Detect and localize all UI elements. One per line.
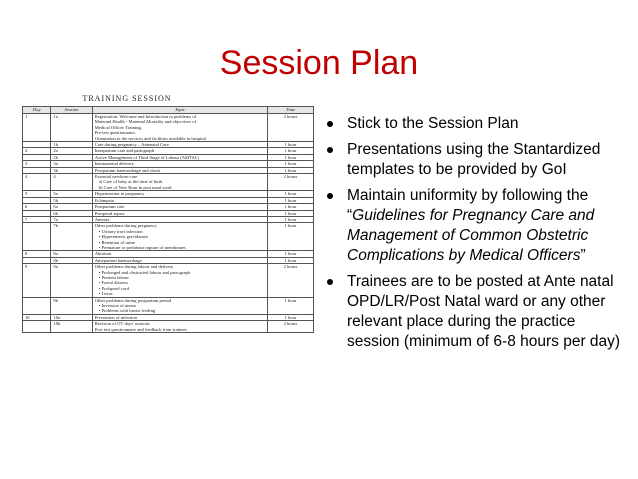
- cell-topic: [92, 321, 267, 333]
- bullet-dot-icon: [327, 147, 333, 153]
- cell-time: 1 hour: [268, 251, 314, 257]
- cell-time: 1 hour: [268, 148, 314, 154]
- cell-time: 1 hour: [268, 210, 314, 216]
- training-session-table: [22, 106, 314, 333]
- cell-day: 2: [23, 148, 51, 154]
- topic-line: • Twins: [98, 291, 113, 297]
- cell-session: 5b: [51, 197, 92, 203]
- topic-line: Other problems during labour and delivery: [94, 264, 174, 270]
- cell-time: 1 hour: [268, 314, 314, 320]
- cell-day: 1: [23, 114, 51, 142]
- topic-line: Revision of OT days' sessions: [94, 321, 150, 327]
- cell-day: 3: [23, 161, 51, 167]
- cell-session: 4: [51, 174, 92, 191]
- topic-line: Puerperal sepsis: [94, 210, 125, 216]
- cell-session: 1b: [51, 142, 92, 148]
- cell-time: 1 hour: [268, 167, 314, 173]
- topic-line: • Prolapsed cord: [98, 285, 129, 291]
- cell-session: 10a: [51, 314, 92, 320]
- cell-day: 4: [23, 174, 51, 191]
- cell-topic: [92, 264, 267, 297]
- topic-line: Orientation to the services and facilities available in hospital: [94, 135, 206, 141]
- cell-session: 7b: [51, 223, 92, 251]
- cell-session: 9a: [51, 264, 92, 297]
- table-row: [23, 114, 314, 142]
- topic-line: • Urinary tract infection: [98, 228, 143, 234]
- slide-title: Session Plan: [219, 44, 419, 82]
- bullet-dot-icon: [327, 193, 333, 199]
- topic-line: • Prolonged and obstructed labour and partograph: [98, 269, 191, 275]
- topic-line: Eclampsia: [94, 197, 114, 203]
- topic-line: Other problems during postpartum period: [94, 297, 172, 303]
- header-session: Session: [51, 107, 92, 114]
- topic-line: Abortion: [94, 251, 112, 257]
- cell-session: 8a: [51, 251, 92, 257]
- cell-topic: [92, 223, 267, 251]
- cell-session: 10b: [51, 321, 92, 333]
- topic-line: • Hyperemesis gravidarum: [98, 234, 148, 240]
- cell-day: 7: [23, 216, 51, 222]
- topic-line: Other problems during pregnancy: [94, 223, 157, 229]
- guidelines-title: Guidelines for Pregnancy Care and Management of Common Obstetric Complications by Medical Officers: [347, 207, 595, 264]
- cell-session: 9b: [51, 297, 92, 314]
- cell-time: 2 hours: [268, 264, 314, 297]
- cell-session: 6b: [51, 210, 92, 216]
- cell-session: 7a: [51, 216, 92, 222]
- cell-time: 1 hour: [268, 297, 314, 314]
- cell-day: 6: [23, 204, 51, 210]
- topic-line: Essential newborn care: [94, 174, 138, 180]
- topic-line: Anemia: [94, 216, 110, 222]
- cell-time: 1 hour: [268, 191, 314, 197]
- bullet-dot-icon: [327, 121, 333, 127]
- topic-line: b) Care of New Born in post natal ward: [98, 184, 172, 190]
- cell-day: 8: [23, 251, 51, 257]
- training-session-title: TRAINING SESSION: [82, 94, 172, 103]
- cell-topic: [92, 114, 267, 142]
- cell-topic: [92, 297, 267, 314]
- cell-time: 1 hour: [268, 142, 314, 148]
- bullet-text-post: ”: [580, 247, 586, 264]
- topic-line: • Preterm labour: [98, 274, 129, 280]
- training-session-image: [22, 92, 314, 452]
- cell-session: 2b: [51, 154, 92, 160]
- cell-time: 1 hour: [268, 223, 314, 251]
- cell-time: 2 hours: [268, 174, 314, 191]
- topic-line: Prevention of infection: [94, 314, 138, 320]
- topic-line: Hypertension in pregnancy: [94, 191, 145, 197]
- cell-time: 1 hour: [268, 161, 314, 167]
- cell-time: 1 hour: [268, 204, 314, 210]
- topic-line: • Problems with breast feeding: [98, 308, 156, 314]
- cell-day: [23, 321, 51, 333]
- topic-line: • Inversion of uterus: [98, 303, 137, 308]
- topic-line: • Retention of urine: [98, 239, 135, 245]
- topic-line: Post test questionnaire and feedback from trainees: [94, 326, 188, 332]
- header-time: Time: [268, 107, 314, 114]
- bullet-item: [327, 186, 627, 266]
- topic-line: Postpartum haemorrhage and shock: [94, 167, 161, 173]
- bullet-dot-icon: [327, 279, 333, 285]
- bullet-text: Stick to the Session Plan: [347, 115, 519, 132]
- table-row: [23, 174, 314, 191]
- table-header-row: [23, 107, 314, 114]
- topic-line: Maternal Health - Maternal Mortality and objectives of: [94, 119, 197, 125]
- topic-line: Care during pregnancy – Antenatal Care: [94, 142, 169, 148]
- table-body: [23, 114, 314, 333]
- cell-time: 1 hour: [268, 154, 314, 160]
- cell-time: 1 hour: [268, 257, 314, 263]
- bullet-text: Trainees are to be posted at Ante natal OPD/LR/Post Natal ward or any other relevant place during the practice session (minimum of 6-8 hours per day): [347, 273, 621, 350]
- cell-session: 5a: [51, 191, 92, 197]
- header-day: Day: [23, 107, 51, 114]
- topic-line: Instrumental delivery: [94, 161, 135, 167]
- topic-line: Pre-test questionnaire,: [94, 130, 136, 136]
- topic-line: • Premature or prelabour rupture of membranes: [98, 244, 186, 250]
- topic-line: Active Management of Third Stage of Labour (AMTSL): [94, 154, 199, 160]
- cell-day: [23, 223, 51, 251]
- bullet-item: [327, 140, 627, 180]
- cell-day: 9: [23, 264, 51, 297]
- cell-session: 6a: [51, 204, 92, 210]
- topic-line: Postpartum care: [94, 204, 125, 210]
- topic-line: Intrapartum care and partograph: [94, 148, 155, 154]
- cell-day: 10: [23, 314, 51, 320]
- cell-day: 5: [23, 191, 51, 197]
- topic-line: Antepartum haemorrhage: [94, 257, 142, 263]
- cell-session: 1a: [51, 114, 92, 142]
- table-row: [23, 297, 314, 314]
- cell-session: 3a: [51, 161, 92, 167]
- table-row: [23, 264, 314, 297]
- cell-time: 1 hour: [268, 216, 314, 222]
- cell-topic: [92, 174, 267, 191]
- topic-line: a) Care of baby at the time of birth: [98, 179, 163, 185]
- bullet-list: [327, 114, 627, 358]
- cell-time: 2 hours: [268, 114, 314, 142]
- cell-day: [23, 297, 51, 314]
- bullet-item: [327, 272, 627, 352]
- topic-line: • Foetal distress: [98, 280, 128, 286]
- table-row: [23, 321, 314, 333]
- bullet-item: [327, 114, 627, 134]
- cell-session: 8b: [51, 257, 92, 263]
- cell-session: 3b: [51, 167, 92, 173]
- header-topic: Topic: [92, 107, 267, 114]
- cell-session: 2a: [51, 148, 92, 154]
- cell-time: 2 hours: [268, 321, 314, 333]
- bullet-text: Presentations using the Stantardized templates to be provided by GoI: [347, 141, 601, 178]
- table-row: [23, 223, 314, 251]
- bullet-text-pre: Maintain uniformity by following the “: [347, 187, 589, 224]
- topic-line: Registration, Welcome and Introduction to problems of: [94, 114, 197, 119]
- topic-line: Medical Officer Training,: [94, 124, 142, 130]
- cell-time: 1 hour: [268, 197, 314, 203]
